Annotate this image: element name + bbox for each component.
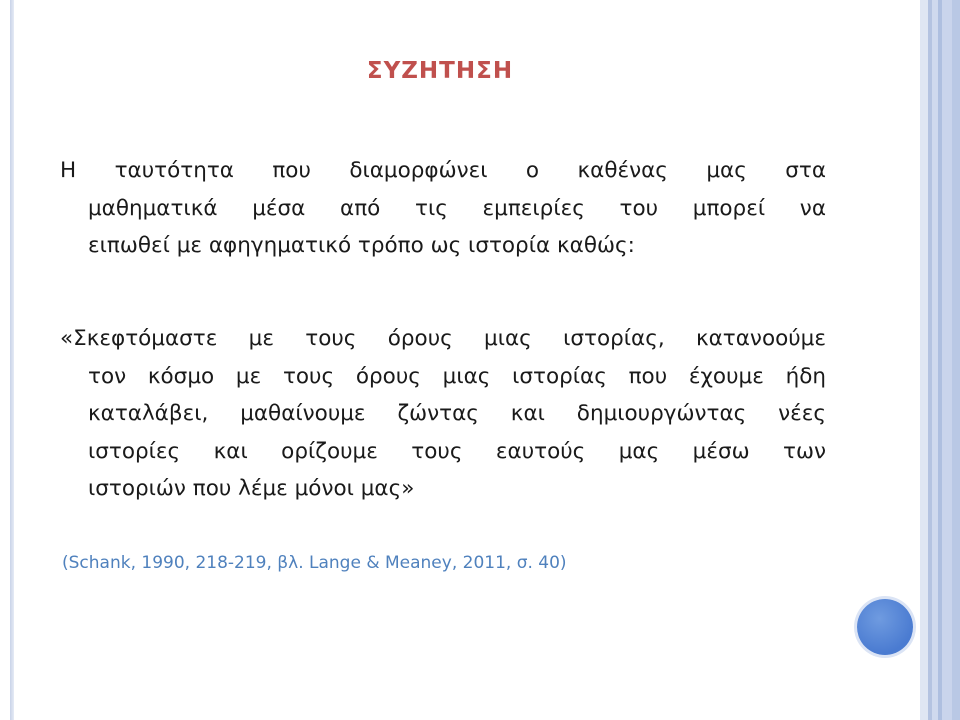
paragraph-line: ιστορίες και ορίζουμε τους εαυτούς μας μέσω των <box>88 438 826 464</box>
paragraph-line: καταλάβει, μαθαίνουμε ζώντας και δημιουργώντας νέες <box>88 401 826 426</box>
slide-title: ΣΥΖΗΤΗΣΗ <box>366 58 514 84</box>
stripe <box>952 0 960 720</box>
paragraph-identity <box>62 152 826 265</box>
paragraph-line: ιστοριών που λέμε μόνοι μας» <box>88 476 415 501</box>
paragraph-line: Η ταυτότητα που διαμορφώνει ο καθένας μας στα <box>60 158 826 183</box>
stripe <box>942 0 952 720</box>
citation: (Schank, 1990, 218-219, βλ. Lange & Meaney, 2011, σ. 40) <box>62 553 567 573</box>
paragraph-line: ειπωθεί με αφηγηματικό τρόπο ως ιστορία καθώς: <box>88 233 635 258</box>
slide-left-border <box>10 0 14 720</box>
decorative-stripes <box>920 0 960 720</box>
decorative-circle <box>857 599 913 655</box>
paragraph-line: μαθηματικά μέσα από τις εμπειρίες του μπορεί να <box>88 195 826 221</box>
paragraph-line: «Σκεφτόμαστε με τους όρους μιας ιστορίας, κατανοούμε <box>60 326 826 351</box>
stripe <box>920 0 928 720</box>
paragraph-quote <box>62 320 826 508</box>
paragraph-line: τον κόσμο με τους όρους μιας ιστορίας που έχουμε ήδη <box>88 363 826 389</box>
